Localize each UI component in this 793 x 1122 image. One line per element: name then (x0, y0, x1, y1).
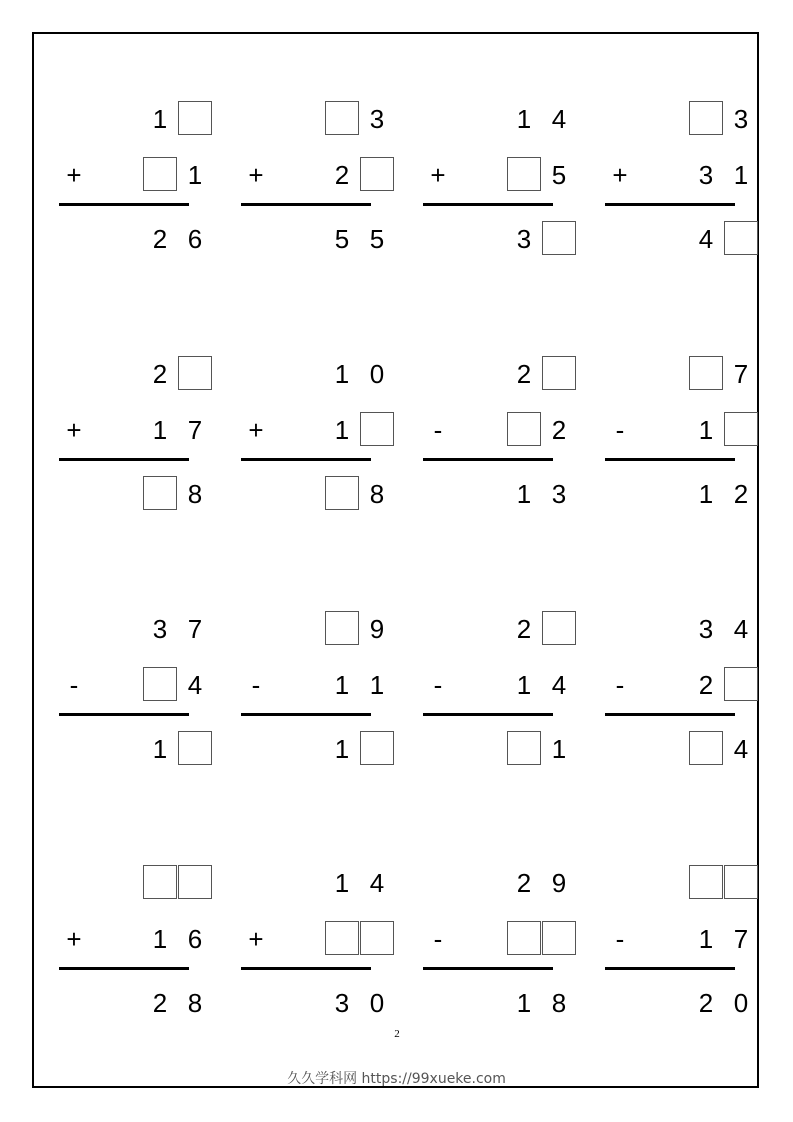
digit: 3 (733, 104, 749, 134)
problem-11 (423, 609, 567, 789)
digit: 3 (698, 160, 714, 190)
problem-16 (605, 863, 749, 1043)
operator-sign: - (433, 924, 443, 954)
digit: 7 (733, 359, 749, 389)
result-number-row (605, 474, 749, 514)
digit: 5 (551, 160, 567, 190)
top-number-row (59, 609, 203, 649)
answer-line (605, 967, 735, 970)
operator-sign: + (66, 160, 82, 190)
top-number-row (241, 354, 385, 394)
answer-box[interactable] (507, 731, 541, 765)
top-number-row (605, 609, 749, 649)
digit: 5 (334, 224, 350, 254)
digit: 4 (551, 104, 567, 134)
bottom-number-row (605, 155, 749, 195)
digit: 2 (516, 359, 532, 389)
answer-box[interactable] (724, 221, 758, 255)
digit: 4 (698, 224, 714, 254)
answer-line (423, 458, 553, 461)
operator-sign: + (248, 924, 264, 954)
top-number-row (241, 863, 385, 903)
digit: 1 (516, 104, 532, 134)
bottom-number-row (59, 919, 203, 959)
answer-line (59, 967, 189, 970)
digit: 7 (187, 614, 203, 644)
answer-box[interactable] (689, 731, 723, 765)
answer-box[interactable] (178, 865, 212, 899)
result-number-row (423, 729, 567, 769)
answer-line (59, 203, 189, 206)
answer-box[interactable] (178, 731, 212, 765)
answer-line (59, 713, 189, 716)
answer-line (59, 458, 189, 461)
digit: 1 (516, 479, 532, 509)
bottom-number-row (59, 665, 203, 705)
answer-line (241, 967, 371, 970)
problem-2 (241, 99, 385, 279)
digit: 9 (551, 868, 567, 898)
answer-box[interactable] (689, 865, 723, 899)
operator-sign: + (612, 160, 628, 190)
problem-12 (605, 609, 749, 789)
result-number-row (59, 474, 203, 514)
digit: 1 (516, 670, 532, 700)
problem-13 (59, 863, 203, 1043)
top-number-row (241, 609, 385, 649)
problem-8 (605, 354, 749, 534)
operator-sign: - (615, 415, 625, 445)
top-number-row (423, 99, 567, 139)
answer-line (423, 713, 553, 716)
result-number-row (59, 983, 203, 1023)
answer-box[interactable] (325, 611, 359, 645)
watermark: 久久学科网 https://99xueke.com (287, 1071, 506, 1087)
digit: 3 (516, 224, 532, 254)
digit: 1 (187, 160, 203, 190)
answer-box[interactable] (178, 356, 212, 390)
top-number-row (59, 354, 189, 394)
digit: 7 (733, 924, 749, 954)
digit: 2 (516, 868, 532, 898)
digit: 8 (187, 479, 203, 509)
digit: 1 (551, 734, 567, 764)
problem-15 (423, 863, 567, 1043)
result-number-row (241, 729, 371, 769)
top-number-row (605, 863, 735, 903)
operator-sign: - (251, 670, 261, 700)
result-number-row (241, 474, 385, 514)
digit: 5 (369, 224, 385, 254)
digit: 1 (698, 415, 714, 445)
answer-line (605, 458, 735, 461)
digit: 3 (369, 104, 385, 134)
result-number-row (423, 474, 567, 514)
page-number: 2 (394, 1028, 400, 1040)
problem-10 (241, 609, 385, 789)
answer-box[interactable] (143, 157, 177, 191)
bottom-number-row (605, 665, 735, 705)
answer-box[interactable] (507, 921, 541, 955)
answer-box[interactable] (542, 221, 576, 255)
problem-14 (241, 863, 385, 1043)
digit: 2 (334, 160, 350, 190)
digit: 4 (187, 670, 203, 700)
bottom-number-row (423, 919, 553, 959)
result-number-row (605, 983, 749, 1023)
bottom-number-row (423, 410, 567, 450)
answer-box[interactable] (689, 356, 723, 390)
digit: 1 (698, 924, 714, 954)
answer-box[interactable] (178, 101, 212, 135)
digit: 2 (516, 614, 532, 644)
bottom-number-row (59, 410, 203, 450)
answer-line (423, 203, 553, 206)
answer-line (241, 203, 371, 206)
operator-sign: + (66, 415, 82, 445)
answer-line (605, 203, 735, 206)
bottom-number-row (241, 410, 371, 450)
answer-box[interactable] (360, 731, 394, 765)
answer-box[interactable] (360, 157, 394, 191)
top-number-row (423, 609, 553, 649)
digit: 2 (551, 415, 567, 445)
digit: 1 (152, 104, 168, 134)
digit: 1 (152, 415, 168, 445)
digit: 0 (733, 988, 749, 1018)
digit: 1 (334, 415, 350, 445)
digit: 6 (187, 224, 203, 254)
answer-box[interactable] (542, 921, 576, 955)
top-number-row (605, 354, 749, 394)
operator-sign: - (433, 670, 443, 700)
answer-box[interactable] (542, 611, 576, 645)
result-number-row (241, 983, 385, 1023)
problem-1 (59, 99, 203, 279)
answer-box[interactable] (325, 476, 359, 510)
digit: 2 (152, 224, 168, 254)
digit: 1 (334, 359, 350, 389)
answer-box[interactable] (724, 667, 758, 701)
bottom-number-row (605, 919, 749, 959)
digit: 8 (187, 988, 203, 1018)
operator-sign: - (615, 924, 625, 954)
digit: 1 (369, 670, 385, 700)
digit: 1 (733, 160, 749, 190)
top-number-row (59, 863, 189, 903)
digit: 0 (369, 988, 385, 1018)
top-number-row (423, 863, 567, 903)
top-number-row (241, 99, 385, 139)
top-number-row (59, 99, 189, 139)
result-number-row (59, 729, 189, 769)
digit: 4 (551, 670, 567, 700)
answer-line (605, 713, 735, 716)
problem-4 (605, 99, 749, 279)
top-number-row (605, 99, 749, 139)
problem-5 (59, 354, 203, 534)
answer-line (423, 967, 553, 970)
digit: 2 (152, 988, 168, 1018)
problem-7 (423, 354, 567, 534)
operator-sign: + (248, 160, 264, 190)
digit: 2 (698, 988, 714, 1018)
problem-3 (423, 99, 567, 279)
bottom-number-row (605, 410, 735, 450)
answer-box[interactable] (689, 101, 723, 135)
digit: 1 (152, 924, 168, 954)
digit: 1 (334, 868, 350, 898)
answer-box[interactable] (507, 412, 541, 446)
digit: 6 (187, 924, 203, 954)
digit: 1 (334, 734, 350, 764)
answer-box[interactable] (143, 476, 177, 510)
answer-box[interactable] (325, 101, 359, 135)
operator-sign: - (615, 670, 625, 700)
result-number-row (423, 219, 553, 259)
answer-box[interactable] (724, 865, 758, 899)
digit: 0 (369, 359, 385, 389)
result-number-row (605, 729, 749, 769)
answer-box[interactable] (360, 412, 394, 446)
result-number-row (423, 983, 567, 1023)
result-number-row (241, 219, 385, 259)
digit: 3 (334, 988, 350, 1018)
answer-box[interactable] (143, 667, 177, 701)
answer-box[interactable] (360, 921, 394, 955)
answer-box[interactable] (542, 356, 576, 390)
operator-sign: + (248, 415, 264, 445)
operator-sign: + (430, 160, 446, 190)
answer-box[interactable] (507, 157, 541, 191)
answer-box[interactable] (143, 865, 177, 899)
digit: 3 (152, 614, 168, 644)
operator-sign: - (69, 670, 79, 700)
problem-9 (59, 609, 203, 789)
digit: 4 (733, 614, 749, 644)
bottom-number-row (59, 155, 203, 195)
answer-line (241, 458, 371, 461)
bottom-number-row (241, 155, 371, 195)
digit: 1 (334, 670, 350, 700)
digit: 1 (516, 988, 532, 1018)
digit: 1 (698, 479, 714, 509)
digit: 2 (152, 359, 168, 389)
digit: 8 (551, 988, 567, 1018)
operator-sign: - (433, 415, 443, 445)
digit: 8 (369, 479, 385, 509)
problem-6 (241, 354, 385, 534)
digit: 4 (369, 868, 385, 898)
bottom-number-row (423, 155, 567, 195)
digit: 9 (369, 614, 385, 644)
bottom-number-row (423, 665, 567, 705)
digit: 1 (152, 734, 168, 764)
result-number-row (59, 219, 203, 259)
digit: 3 (698, 614, 714, 644)
top-number-row (423, 354, 553, 394)
digit: 4 (733, 734, 749, 764)
bottom-number-row (241, 665, 385, 705)
digit: 3 (551, 479, 567, 509)
answer-box[interactable] (724, 412, 758, 446)
operator-sign: + (66, 924, 82, 954)
answer-line (241, 713, 371, 716)
digit: 2 (733, 479, 749, 509)
bottom-number-row (241, 919, 371, 959)
digit: 7 (187, 415, 203, 445)
answer-box[interactable] (325, 921, 359, 955)
digit: 2 (698, 670, 714, 700)
result-number-row (605, 219, 735, 259)
